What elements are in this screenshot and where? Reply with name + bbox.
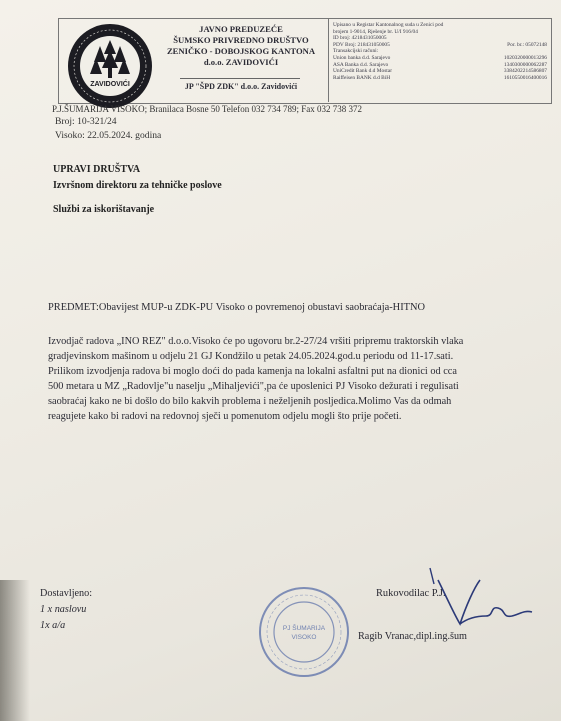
recipient-line: Službi za iskorištavanje [53, 204, 155, 215]
svg-text:VISOKO: VISOKO [291, 634, 317, 641]
jp-name: JP "ŠPD ZDK" d.o.o. Zavidovići [184, 82, 298, 91]
body-paragraph [48, 334, 518, 424]
svg-text:PJ ŠUMARIJA: PJ ŠUMARIJA [282, 625, 326, 632]
subject-line: PREDMET:Obavijest MUP-u ZDK-PU Visoko o povremenoj obustavi saobraćaja-HITNO [48, 302, 426, 313]
handwritten-signature-icon [420, 566, 540, 638]
recipient-line: Izvršnom direktoru za tehničke poslove [53, 180, 222, 191]
company-name-block [155, 24, 327, 68]
distribution-item: 1 x naslovu [40, 604, 87, 615]
company-line: ZENIČKO - DOBOJSKOG KANTONA [166, 46, 316, 56]
recipient-line: UPRAVI DRUŠTVA [53, 164, 141, 175]
registration-row: Union banka d.d. Sarajevo 1020320000013296 [333, 54, 547, 61]
company-line: d.o.o. ZAVIDOVIĆI [203, 57, 279, 67]
distribution-label: Dostavljeno: [40, 588, 93, 599]
registration-row: Transakcijski računi: [333, 48, 379, 55]
photo-shadow [0, 580, 30, 721]
signatory-role: Rukovodilac P.J. [376, 588, 446, 599]
document-date: Visoko: 22.05.2024. godina [55, 130, 162, 141]
company-line: ŠUMSKO PRIVREDNO DRUŠTVO [173, 35, 309, 45]
header-divider [180, 78, 300, 79]
signatory-name: Ragib Vranac,dipl.ing.šum [358, 631, 467, 642]
official-stamp-icon [256, 584, 352, 680]
header-vertical-divider [328, 18, 329, 102]
registration-row: PDV Broj: 218431050005 Por. br.: 05072148 [333, 41, 547, 48]
registration-row: ASA Banka d.d. Sarajevo 1340300000062287 [333, 61, 547, 68]
logo-text: ZAVIDOVIĆI [90, 81, 130, 88]
registration-row: brojem 1-9014, Rješenje br. U/I 916/04 [333, 28, 418, 35]
registration-row: UniCredit Bank d.d Mostar 3384202214586807 [333, 68, 547, 75]
registration-block [333, 22, 547, 81]
body-line: reagujete kako bi radovi na redovnoj sječi u pomenutom odjelu mogli što prije početi. [48, 411, 402, 422]
company-line: JAVNO PREDUZEĆE [199, 24, 283, 34]
company-logo-icon [66, 22, 154, 110]
body-line: gradjevinskom mašinom u odjelu 21 GJ Kondžilo u petak 24.05.2024.god.u periodu od 11-17.sati. [48, 351, 454, 362]
registration-row: Raiffeisen BANK d.d BiH 1610550016400016 [333, 74, 547, 81]
body-line: saobraćaj kako ne bi došlo do bilo kakvih problema i neželjenih posljedica.Molimo Vas da odmah [48, 396, 452, 407]
registration-row: ID broj: 4218431050005 [333, 35, 387, 42]
reference-number: Broj: 10-321/24 [55, 116, 117, 127]
address-line: P.J.ŠUMARIJA VISOKO; Branilaca Bosne 50 Telefon 032 734 789; Fax 032 738 372 [52, 104, 363, 114]
body-line: Prilikom izvodjenja radova bi moglo doći do pada kamenja na lokalni asfaltni put na dionici od cca [48, 366, 457, 377]
registration-row: Upisano u Registar Kantonalnog suda u Zenici pod [333, 22, 444, 28]
body-line: 500 metara u MZ „Radovlje"u naselju „Mihaljevići",pa će uposlenici PJ Visoko dežurati i regulisati [48, 381, 459, 392]
distribution-item: 1x a/a [40, 620, 66, 631]
body-line: Izvodjač radova „INO REZ" d.o.o.Visoko će po ugovoru br.2-27/24 vršiti pripremu traktorskih vlaka [48, 336, 464, 347]
